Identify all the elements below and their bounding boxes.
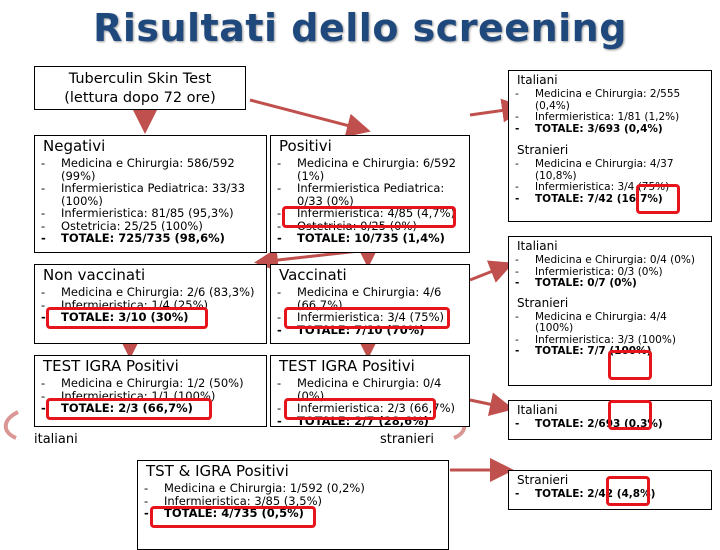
list-item: - TOTALE: 7/42 (16,7%): [515, 194, 705, 206]
list-item: - Infermieristica: 3/4 (75%): [515, 182, 705, 194]
positivi-box: [270, 135, 470, 253]
list-item: - Infermieristica Pediatrica: 0/33 (0%): [277, 182, 463, 207]
non-vaccinati-box: [34, 264, 267, 344]
tst-line1: Tuberculin Skin Test: [68, 71, 212, 87]
list-item: - Medicina e Chirurgia: 4/6 (66,7%): [277, 286, 463, 311]
list-item: - Infermieristica: 81/85 (95,3%): [41, 207, 260, 220]
highlight-positivi-infermieristica: [282, 206, 456, 228]
list-item: - Medicina e Chirurgia: 586/592 (99%): [41, 157, 260, 182]
list-item: - Medicina e Chirurgia: 2/6 (83,3%): [41, 286, 260, 299]
tst-box: [34, 66, 246, 110]
list-item: - TOTALE: 3/693 (0,4%): [515, 124, 705, 136]
list-item: - TOTALE: 2/3 (66,7%): [41, 402, 260, 415]
tst-line2: (lettura dopo 72 ore): [64, 90, 216, 106]
list-item: - TOTALE: 2/693 (0,3%): [515, 419, 705, 431]
highlight-side4-totale: [606, 476, 650, 506]
list-item: - Infermieristica Pediatrica: 33/33 (100%): [41, 182, 260, 207]
list-item: - TOTALE: 2/42 (4,8%): [515, 489, 705, 501]
arrow-tst-positivi: [250, 100, 365, 130]
label-italiani: italiani: [34, 432, 78, 447]
side2-italiani-heading: Italiani: [517, 239, 558, 253]
list-item: - TOTALE: 10/735 (1,4%): [277, 232, 463, 245]
list-item: - Infermieristica: 1/1 (100%): [41, 390, 260, 403]
list-item: - Ostetricia: 25/25 (100%): [41, 220, 260, 233]
side1-stranieri-heading: Stranieri: [517, 143, 569, 157]
list-item: - Infermieristica: 3/4 (75%): [277, 311, 463, 324]
list-item: - Infermieristica: 4/85 (4,7%): [277, 207, 463, 220]
negativi-box: [34, 135, 267, 253]
highlight-side3-totale: [608, 400, 652, 430]
positivi-heading: Positivi: [279, 137, 332, 155]
highlight-tstigra-infermieristica: [150, 506, 316, 528]
list-item: - TOTALE: 4/735 (0,5%): [144, 507, 442, 520]
list-item: - Medicina e Chirurgia: 1/592 (0,2%): [144, 482, 442, 495]
list-item: - TOTALE: 7/7 (100%): [515, 346, 705, 358]
curved-arrow-italiani: [6, 412, 18, 438]
list-item: - TOTALE: 725/735 (98,6%): [41, 232, 260, 245]
list-item: - Infermieristica: 0/3 (0%): [515, 267, 705, 279]
highlight-vacc-infermieristica: [284, 307, 450, 329]
label-stranieri: stranieri: [380, 432, 434, 447]
non-vaccinati-heading: Non vaccinati: [43, 266, 146, 284]
list-item: - Medicina e Chirurgia: 2/555 (0,4%): [515, 89, 705, 112]
list-item: - Infermieristica: 3/3 (100%): [515, 335, 705, 347]
list-item: - Medicina e Chirurgia: 4/4 (100%): [515, 312, 705, 335]
list-item: - Medicina e Chirurgia: 0/4 (0%): [515, 255, 705, 267]
list-item: - TOTALE: 3/10 (30%): [41, 311, 260, 324]
side1-box: [508, 70, 712, 222]
list-item: - TOTALE: 7/10 (70%): [277, 324, 463, 337]
highlight-igra-right-infermieristica: [284, 398, 436, 420]
list-item: - Ostetricia: 0/25 (0%): [277, 220, 463, 233]
list-item: - Infermieristica: 1/4 (25%): [41, 299, 260, 312]
igra-right-heading: TEST IGRA Positivi: [279, 357, 415, 375]
side1-italiani-heading: Italiani: [517, 73, 558, 87]
vaccinati-box: [270, 264, 470, 344]
list-item: - Medicina e Chirurgia: 1/2 (50%): [41, 377, 260, 390]
list-item: - Infermieristica: 2/3 (66,7%): [277, 402, 463, 415]
side4-heading: Stranieri: [517, 473, 569, 487]
list-item: - TOTALE: 2/7 (28,6%): [277, 415, 463, 428]
highlight-igra-left-infermieristica: [46, 398, 212, 420]
side3-heading: Italiani: [517, 403, 558, 417]
list-item: - Medicina e Chirurgia: 6/592 (1%): [277, 157, 463, 182]
tst-igra-heading: TST & IGRA Positivi: [146, 462, 289, 480]
negativi-heading: Negativi: [43, 137, 106, 155]
list-item: - Medicina e Chirurgia: 0/4 (0%): [277, 377, 463, 402]
list-item: - Infermieristica: 1/81 (1,2%): [515, 112, 705, 124]
list-item: - Infermieristica: 3/85 (3,5%): [144, 495, 442, 508]
arrow-igra-side3: [470, 400, 508, 408]
slide-title: Risultati dello screening: [93, 6, 627, 50]
highlight-side1-stranieri-infermieristica: [636, 184, 680, 214]
vaccinati-heading: Vaccinati: [279, 266, 347, 284]
list-item: - TOTALE: 0/7 (0%): [515, 278, 705, 290]
side2-stranieri-heading: Stranieri: [517, 295, 569, 310]
highlight-side2-stranieri-infermieristica: [608, 350, 652, 380]
arrow-vacc-side2: [470, 265, 508, 280]
list-item: - Medicina e Chirurgia: 4/37 (10,8%): [515, 159, 705, 182]
tst-igra-box: [137, 460, 449, 550]
highlight-nonvacc-infermieristica: [46, 307, 208, 329]
igra-left-heading: TEST IGRA Positivi: [43, 357, 179, 375]
